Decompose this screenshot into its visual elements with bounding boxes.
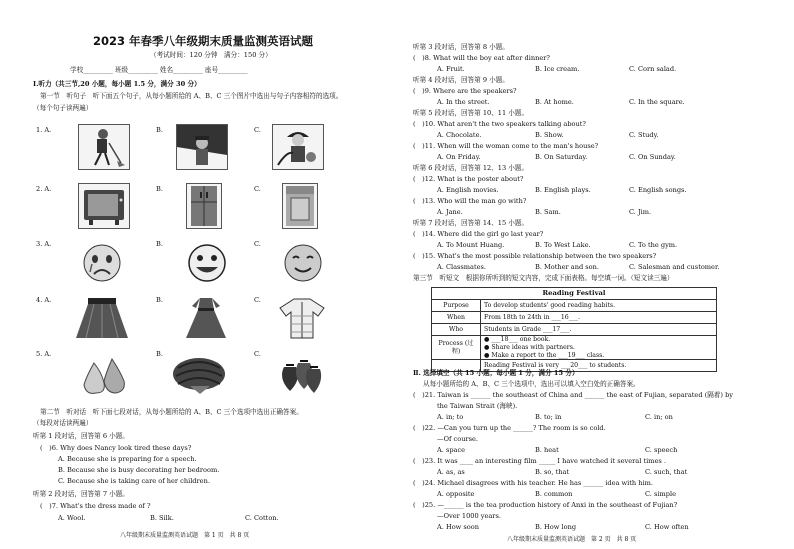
dialogue3-label: 听第 3 段对话，回答第 8 小题。 (413, 43, 509, 51)
q12-option-c[interactable]: C. English songs. (629, 186, 687, 194)
q12-option-a[interactable]: A. English movies. (437, 186, 499, 194)
q23-option-c[interactable]: C. such, that (645, 468, 688, 476)
festival-purpose-key: Purpose (432, 300, 481, 312)
part1-header: Ⅰ.听力（共三节,20 小题，每小题 1.5 分，满分 30 分） (33, 80, 201, 88)
q7-text: ( )7. What's the dress made of ? (40, 502, 151, 510)
q6-option-b[interactable]: B. Because she is busy decorating her bedroom. (58, 466, 220, 474)
q8-option-a[interactable]: A. Fruit. (437, 65, 465, 73)
q15-option-b[interactable]: B. Mother and son. (535, 263, 599, 271)
q8-text: ( )8. What will the boy eat after dinner? (413, 54, 550, 62)
firefighter-icon[interactable] (272, 124, 324, 170)
q4-label-a: 4. A. (36, 296, 52, 304)
q13-text: ( )13. Who will the man go with? (413, 197, 527, 205)
q13-option-a[interactable]: A. Jane. (437, 208, 463, 216)
q15-text: ( )15. What's the most possible relationship between the two speakers? (413, 252, 657, 260)
dialogue1-label: 听第 1 段对话，回答第 6 小题。 (33, 432, 129, 440)
q13-option-b[interactable]: B. Sam. (535, 208, 561, 216)
q1-label-c: C. (254, 126, 261, 134)
q24-option-a[interactable]: A. opposite (437, 490, 475, 498)
q21-text: ( )21. Taiwan is ______ the southeast of China and ______ the east of Fujian, separated (隔着) by (413, 391, 734, 399)
q21-cont: the Taiwan Strait (海峡). (437, 402, 518, 410)
q22-option-b[interactable]: B. heat (535, 446, 559, 454)
skirt-icon[interactable] (74, 296, 130, 340)
q6-text: ( )6. Why does Nancy look tired these days? (40, 444, 192, 452)
festival-who-key: Who (432, 324, 481, 336)
soldier-flag-icon[interactable] (176, 124, 228, 170)
q10-option-c[interactable]: C. Study. (629, 131, 659, 139)
q24-text: ( )24. Michael disagrees with his teacher. He has ______ idea with him. (413, 479, 653, 487)
q14-option-c[interactable]: C. To the gym. (629, 241, 678, 249)
crying-face-icon[interactable] (80, 242, 124, 284)
q10-option-a[interactable]: A. Chocolate. (437, 131, 482, 139)
q23-option-b[interactable]: B. so, that (535, 468, 570, 476)
q7-option-b[interactable]: B. Silk. (150, 514, 174, 522)
part2-header: Ⅱ. 选择填空（共 15 小题；每小题 1 分，满分 15 分） (413, 369, 579, 377)
q14-option-b[interactable]: B. To West Lake. (535, 241, 591, 249)
q5-label-b: B. (156, 350, 163, 358)
q1-label-b: B. (156, 126, 163, 134)
q23-option-a[interactable]: A. as, as (437, 468, 465, 476)
festival-process-key: Process (过程) (432, 336, 481, 360)
festival-when-key: When (432, 312, 481, 324)
pears-icon[interactable] (78, 355, 130, 395)
q4-label-c: C. (254, 296, 261, 304)
q25-text: ( )25. —______ is the tea production history of Anxi in the southeast of Fujian? (413, 501, 678, 509)
section3-instructions: 第三节 听短文 根据你所听到的短文内容，完成下面表格。每空填一词。（短文读三遍） (413, 274, 674, 282)
festival-summary-value[interactable]: Reading Festival is very ___20___ to students. (481, 360, 717, 372)
q11-option-a[interactable]: A. On Friday. (437, 153, 481, 161)
fridge-icon[interactable] (186, 183, 222, 229)
smiling-face-icon[interactable] (282, 242, 324, 284)
section2-instructions: 第二节 听对话 听下面七段对话，从每小题所给的 A、B、C 三个选项中选出正确答案。 (40, 408, 303, 416)
dialogue6-label: 听第 6 段对话，回答第 12、13 小题。 (413, 164, 529, 172)
q21-option-c[interactable]: C. in; on (645, 413, 673, 421)
exam-title: 2023 年春季八年级期末质量监测英语试题 (93, 34, 314, 48)
q12-text: ( )12. What is the poster about? (413, 175, 524, 183)
festival-heading: Reading Festival (432, 288, 717, 300)
exam-info: （考试时间：120 分钟 满分：150 分） (150, 51, 272, 59)
q22-cont: —Of course. (437, 435, 478, 443)
section1-note: （每个句子读两遍） (33, 104, 93, 112)
q3-label-c: C. (254, 240, 261, 248)
q1-label-a: 1. A. (36, 126, 52, 134)
festival-process-value (481, 336, 717, 360)
watermelon-icon[interactable] (170, 352, 228, 394)
process-step-1[interactable]: ● ___18___ one book. (484, 336, 551, 343)
festival-purpose-value: To develop students' good reading habits. (481, 300, 717, 312)
dialogue7-label: 听第 7 段对话，回答第 14、15 小题。 (413, 219, 529, 227)
q24-option-c[interactable]: C. simple (645, 490, 676, 498)
q11-option-c[interactable]: C. On Sunday. (629, 153, 676, 161)
q15-option-c[interactable]: C. Salesman and customer. (629, 263, 720, 271)
shirt-icon[interactable] (278, 296, 326, 340)
q25-option-b[interactable]: B. How long (535, 523, 577, 531)
q2-label-b: B. (156, 185, 163, 193)
q22-text: ( )22. —Can you turn up the ______? The room is so cold. (413, 424, 606, 432)
student-fields: 学校_________ 班级_________ 姓名_________ 座号_________ (70, 66, 248, 74)
q9-option-b[interactable]: B. At home. (535, 98, 574, 106)
q13-option-c[interactable]: C. Jim. (629, 208, 652, 216)
q8-option-c[interactable]: C. Corn salad. (629, 65, 677, 73)
q14-text: ( )14. Where did the girl go last year? (413, 230, 544, 238)
q24-option-b[interactable]: B. common (535, 490, 573, 498)
q15-option-a[interactable]: A. Classmates. (437, 263, 487, 271)
q25-option-c[interactable]: C. How often (645, 523, 689, 531)
section2-note: （每段对话读两遍） (33, 419, 93, 427)
tv-icon[interactable] (78, 183, 130, 229)
q14-option-a[interactable]: A. To Mount Huang. (437, 241, 505, 249)
footer-right: 八年级期末质量监测英语试题 第 2 页 共 8 页 (507, 536, 637, 543)
q21-option-b[interactable]: B. to; in (535, 413, 562, 421)
q2-label-c: C. (254, 185, 261, 193)
washing-machine-icon[interactable] (282, 183, 318, 229)
q4-label-b: B. (156, 296, 163, 304)
q10-text: ( )10. What aren't the two speakers talking about? (413, 120, 586, 128)
q3-label-b: B. (156, 240, 163, 248)
q11-option-b[interactable]: B. On Saturday. (535, 153, 588, 161)
strawberries-icon[interactable] (276, 355, 324, 395)
sweeping-person-icon[interactable] (78, 124, 130, 170)
footer-left: 八年级期末质量监测英语试题 第 1 页 共 8 页 (120, 532, 250, 539)
q6-option-a[interactable]: A. Because she is preparing for a speech. (58, 455, 197, 463)
reading-festival-table (431, 287, 717, 372)
part2-instructions: 从每小题所给的 A、B、C 三个选项中，选出可以填入空白处的正确答案。 (423, 380, 640, 388)
q8-option-b[interactable]: B. Ice cream. (535, 65, 580, 73)
q9-text: ( )9. Where are the speakers? (413, 87, 517, 95)
q2-label-a: 2. A. (36, 185, 52, 193)
grinning-face-icon[interactable] (186, 242, 228, 284)
festival-when-value[interactable]: From 18th to 24th in ___16___. (481, 312, 717, 324)
q9-option-a[interactable]: A. In the street. (437, 98, 490, 106)
q9-option-c[interactable]: C. In the square. (629, 98, 685, 106)
q3-label-a: 3. A. (36, 240, 52, 248)
q7-option-a[interactable]: A. Wool. (58, 514, 86, 522)
q11-text: ( )11. When will the woman come to the man's house? (413, 142, 599, 150)
q10-option-b[interactable]: B. Show. (535, 131, 564, 139)
q25-option-a[interactable]: A. How soon (437, 523, 479, 531)
q23-text: ( )23. It was ____ an interesting film _____ I have watched it several times . (413, 457, 666, 465)
q22-option-c[interactable]: C. speech (645, 446, 678, 454)
dialogue2-label: 听第 2 段对话，回答第 7 小题。 (33, 490, 129, 498)
q12-option-b[interactable]: B. English plays. (535, 186, 591, 194)
dialogue5-label: 听第 5 段对话，回答第 10、11 小题。 (413, 109, 529, 117)
dress-icon[interactable] (182, 296, 230, 340)
q5-label-c: C. (254, 350, 261, 358)
q5-label-a: 5. A. (36, 350, 52, 358)
q25-cont: —Over 1000 years. (437, 512, 501, 520)
dialogue4-label: 听第 4 段对话，回答第 9 小题。 (413, 76, 509, 84)
process-step-3[interactable]: ● Make a report to the ___19___ class. (484, 351, 605, 359)
section1-instructions: 第一节 听句子 听下面五个句子，从每小题所给的 A、B、C 三个图片中选出与句子内容相符的选项。 (40, 92, 343, 100)
q21-option-a[interactable]: A. in; to (437, 413, 464, 421)
process-step-2: ● Share ideas with partners. (484, 343, 575, 351)
q22-option-a[interactable]: A. space (437, 446, 466, 454)
festival-who-value[interactable]: Students in Grade ___17___. (481, 324, 717, 336)
q7-option-c[interactable]: C. Cotton. (245, 514, 279, 522)
page-right (397, 0, 794, 549)
q6-option-c[interactable]: C. Because she is taking care of her children. (58, 477, 210, 485)
